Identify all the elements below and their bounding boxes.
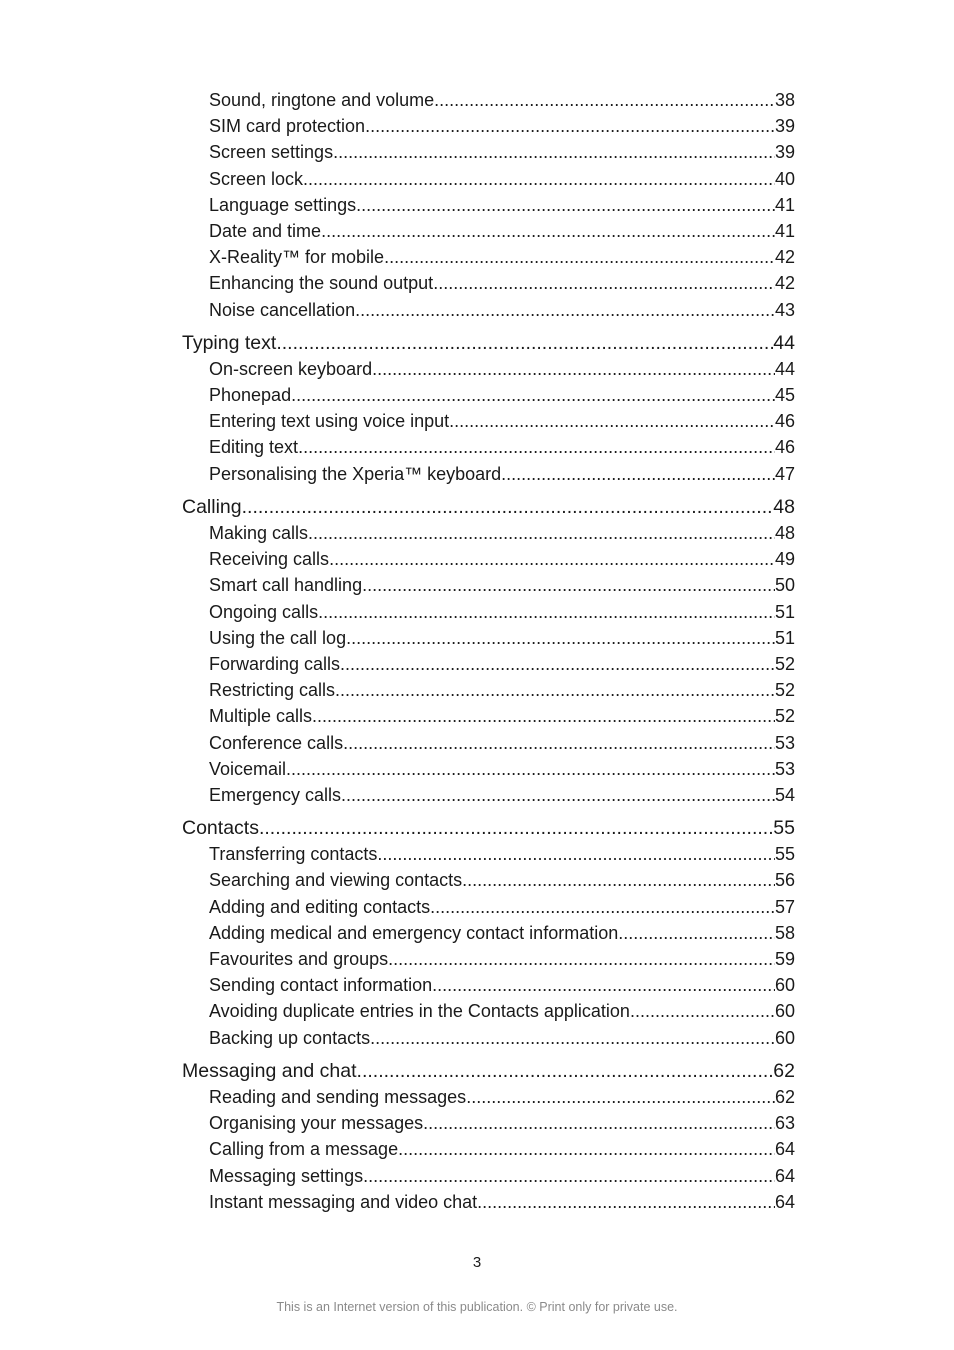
toc-entry-title: Ongoing calls	[209, 601, 319, 622]
toc-entry-page: 44	[774, 358, 795, 379]
toc-entry-page: 38	[774, 90, 795, 110]
toc-entry-title: Favourites and groups	[209, 949, 389, 969]
toc-entry-title: Sending contact information	[209, 975, 433, 996]
toc-section-entry[interactable]	[182, 218, 795, 244]
toc-entry-page: 41	[774, 194, 795, 215]
toc-section-entry[interactable]	[182, 166, 795, 192]
toc-entry-page: 42	[774, 273, 795, 294]
toc-entry-title: Using the call log	[209, 627, 347, 648]
toc-dot-leader	[501, 461, 775, 487]
toc-entry-title: SIM card protection	[209, 116, 366, 137]
toc-entry-page: 55	[774, 844, 795, 865]
toc-dot-leader	[377, 841, 775, 867]
toc-entry-page: 47	[774, 463, 795, 484]
toc-entry-page: 58	[774, 922, 795, 943]
toc-section-entry[interactable]	[182, 703, 795, 729]
toc-dot-leader	[335, 677, 775, 703]
toc-dot-leader	[312, 703, 775, 729]
toc-entry-title: Calling from a message	[209, 1139, 399, 1160]
toc-entry-title: X-Reality™ for mobile	[209, 247, 385, 268]
toc-dot-leader	[363, 1163, 775, 1189]
toc-entry-title: Entering text using voice input	[209, 411, 450, 432]
toc-dot-leader	[343, 730, 775, 756]
toc-section-entry[interactable]	[182, 972, 795, 998]
toc-dot-leader	[477, 1189, 775, 1215]
toc-entry-title: Editing text	[209, 437, 299, 458]
toc-dot-leader	[341, 782, 775, 808]
toc-section-entry[interactable]	[182, 677, 795, 703]
toc-entry-page: 53	[774, 732, 795, 753]
toc-dot-leader	[356, 192, 775, 218]
toc-entry-title: Sound, ringtone and volume	[209, 90, 435, 110]
toc-entry-page: 44	[773, 331, 795, 354]
toc-entry-page: 64	[774, 1191, 795, 1212]
toc-section-entry[interactable]	[182, 625, 795, 651]
toc-section-entry[interactable]	[182, 730, 795, 756]
toc-section-entry[interactable]	[182, 1084, 795, 1110]
toc-entry-page: 49	[774, 549, 795, 570]
toc-dot-leader	[370, 1025, 775, 1051]
toc-entry-title: Contacts	[182, 817, 259, 840]
toc-section-entry[interactable]	[182, 867, 795, 893]
toc-entry-title: Typing text	[182, 331, 277, 354]
toc-entry-title: Noise cancellation	[209, 299, 356, 320]
toc-entry-title: Language settings	[209, 194, 357, 215]
toc-dot-leader	[618, 920, 775, 946]
toc-entry-title: Transferring contacts	[209, 844, 378, 865]
toc-section-entry[interactable]	[182, 946, 795, 972]
toc-entry-page: 50	[774, 575, 795, 596]
toc-entry-page: 52	[774, 653, 795, 674]
toc-dot-leader	[355, 297, 775, 323]
toc-section-entry[interactable]	[182, 139, 795, 165]
toc-entry-page: 55	[773, 817, 795, 840]
toc-dot-leader	[357, 1058, 774, 1084]
toc-dot-leader	[630, 998, 775, 1024]
toc-dot-leader	[242, 494, 774, 520]
toc-entry-title: On-screen keyboard	[209, 358, 373, 379]
toc-section-entry[interactable]	[182, 599, 795, 625]
toc-entry-title: Backing up contacts	[209, 1027, 371, 1048]
toc-dot-leader	[362, 572, 775, 598]
toc-entry-page: 51	[774, 601, 795, 622]
toc-section-entry[interactable]	[182, 998, 795, 1024]
toc-dot-leader	[432, 972, 775, 998]
toc-chapter-entry[interactable]	[182, 1058, 795, 1084]
toc-dot-leader	[259, 815, 773, 841]
toc-entry-page: 60	[774, 975, 795, 996]
toc-entry-title: Searching and viewing contacts	[209, 870, 463, 891]
toc-entry-page: 59	[774, 949, 795, 969]
toc-entry-page: 39	[774, 142, 795, 163]
toc-entry-title: Messaging and chat	[182, 1059, 357, 1082]
toc-section-entry[interactable]	[182, 297, 795, 323]
toc-entry-page: 52	[774, 706, 795, 727]
toc-entry-page: 53	[774, 758, 795, 779]
toc-section-entry[interactable]	[182, 651, 795, 677]
toc-entry-title: Voicemail	[209, 758, 287, 779]
toc-section-entry[interactable]	[182, 1189, 795, 1215]
toc-dot-leader	[433, 270, 775, 296]
toc-entry-page: 39	[774, 116, 795, 137]
toc-entry-title: Conference calls	[209, 732, 344, 753]
toc-entry-title: Emergency calls	[209, 784, 342, 805]
toc-section-entry[interactable]	[182, 461, 795, 487]
toc-dot-leader	[384, 244, 775, 270]
toc-dot-leader	[388, 946, 775, 972]
toc-entry-title: Personalising the Xperia™ keyboard	[209, 463, 502, 484]
toc-entry-page: 48	[774, 523, 795, 543]
toc-entry-title: Screen lock	[209, 168, 304, 189]
toc-dot-leader	[318, 599, 775, 625]
toc-section-entry[interactable]	[182, 270, 795, 296]
toc-entry-page: 62	[774, 1086, 795, 1107]
toc-section-entry[interactable]	[182, 1025, 795, 1051]
toc-entry-title: Smart call handling	[209, 575, 363, 596]
toc-entry-page: 42	[774, 247, 795, 268]
toc-entry-title: Restricting calls	[209, 680, 336, 701]
toc-entry-title: Multiple calls	[209, 706, 313, 727]
toc-chapter-entry[interactable]	[182, 494, 795, 520]
toc-dot-leader	[430, 894, 775, 920]
toc-dot-leader	[466, 1084, 775, 1110]
toc-dot-leader	[365, 113, 775, 139]
toc-entry-title: Instant messaging and video chat	[209, 1191, 478, 1212]
toc-entry-title: Enhancing the sound output	[209, 273, 434, 294]
toc-entry-title: Forwarding calls	[209, 653, 341, 674]
toc-entry-title: Making calls	[209, 523, 309, 543]
toc-entry-page: 43	[774, 299, 795, 320]
table-of-contents	[182, 87, 795, 1215]
toc-dot-leader	[346, 625, 775, 651]
toc-entry-page: 54	[774, 784, 795, 805]
toc-dot-leader	[449, 408, 775, 434]
toc-entry-page: 62	[773, 1059, 795, 1082]
toc-section-entry[interactable]	[182, 1136, 795, 1162]
toc-section-entry[interactable]	[182, 920, 795, 946]
toc-section-entry[interactable]	[182, 192, 795, 218]
toc-dot-leader	[291, 382, 775, 408]
toc-entry-page: 56	[774, 870, 795, 891]
toc-dot-leader	[434, 87, 775, 113]
toc-dot-leader	[333, 139, 775, 165]
toc-section-entry[interactable]	[182, 572, 795, 598]
toc-entry-page: 60	[774, 1027, 795, 1048]
toc-section-entry[interactable]	[182, 408, 795, 434]
toc-section-entry[interactable]	[182, 520, 795, 546]
toc-entry-title: Receiving calls	[209, 549, 330, 570]
toc-section-entry[interactable]	[182, 782, 795, 808]
toc-section-entry[interactable]	[182, 356, 795, 382]
page-number: 3	[472, 1254, 482, 1271]
toc-dot-leader	[321, 218, 775, 244]
toc-chapter-entry[interactable]	[182, 330, 795, 356]
toc-entry-title: Organising your messages	[209, 1113, 424, 1134]
toc-chapter-entry[interactable]	[182, 815, 795, 841]
toc-entry-page: 63	[774, 1113, 795, 1134]
toc-dot-leader	[340, 651, 775, 677]
toc-entry-page: 46	[774, 437, 795, 458]
toc-dot-leader	[329, 546, 775, 572]
toc-section-entry[interactable]	[182, 87, 795, 113]
footer-note: This is an Internet version of this publication. © Print only for private use.	[276, 1300, 678, 1314]
toc-entry-title: Screen settings	[209, 142, 334, 163]
toc-dot-leader	[398, 1136, 775, 1162]
toc-entry-title: Date and time	[209, 220, 322, 241]
toc-entry-title: Adding and editing contacts	[209, 896, 431, 917]
toc-section-entry[interactable]	[182, 113, 795, 139]
toc-entry-page: 46	[774, 411, 795, 432]
toc-section-entry[interactable]	[182, 894, 795, 920]
toc-entry-page: 57	[774, 896, 795, 917]
toc-dot-leader	[298, 434, 775, 460]
toc-dot-leader	[423, 1110, 775, 1136]
toc-dot-leader	[308, 520, 775, 546]
toc-entry-page: 40	[774, 168, 795, 189]
toc-entry-title: Calling	[182, 495, 242, 518]
toc-section-entry[interactable]	[182, 244, 795, 270]
toc-dot-leader	[286, 756, 775, 782]
toc-section-entry[interactable]	[182, 841, 795, 867]
toc-entry-page: 52	[774, 680, 795, 701]
toc-entry-page: 64	[774, 1139, 795, 1160]
toc-entry-page: 64	[774, 1165, 795, 1186]
toc-entry-page: 60	[774, 1001, 795, 1022]
toc-section-entry[interactable]	[182, 1163, 795, 1189]
toc-section-entry[interactable]	[182, 382, 795, 408]
toc-entry-page: 48	[773, 495, 795, 518]
toc-dot-leader	[462, 867, 775, 893]
toc-entry-page: 41	[774, 220, 795, 241]
toc-section-entry[interactable]	[182, 1110, 795, 1136]
toc-entry-title: Phonepad	[209, 385, 292, 406]
toc-section-entry[interactable]	[182, 756, 795, 782]
toc-entry-page: 51	[774, 627, 795, 648]
toc-dot-leader	[276, 330, 773, 356]
toc-entry-page: 45	[774, 385, 795, 406]
toc-dot-leader	[372, 356, 775, 382]
toc-entry-title: Messaging settings	[209, 1165, 364, 1186]
toc-section-entry[interactable]	[182, 546, 795, 572]
toc-entry-title: Avoiding duplicate entries in the Contacts application	[209, 1001, 630, 1022]
toc-dot-leader	[303, 166, 775, 192]
toc-entry-title: Adding medical and emergency contact information	[209, 922, 619, 943]
toc-section-entry[interactable]	[182, 434, 795, 460]
toc-entry-title: Reading and sending messages	[209, 1086, 467, 1107]
